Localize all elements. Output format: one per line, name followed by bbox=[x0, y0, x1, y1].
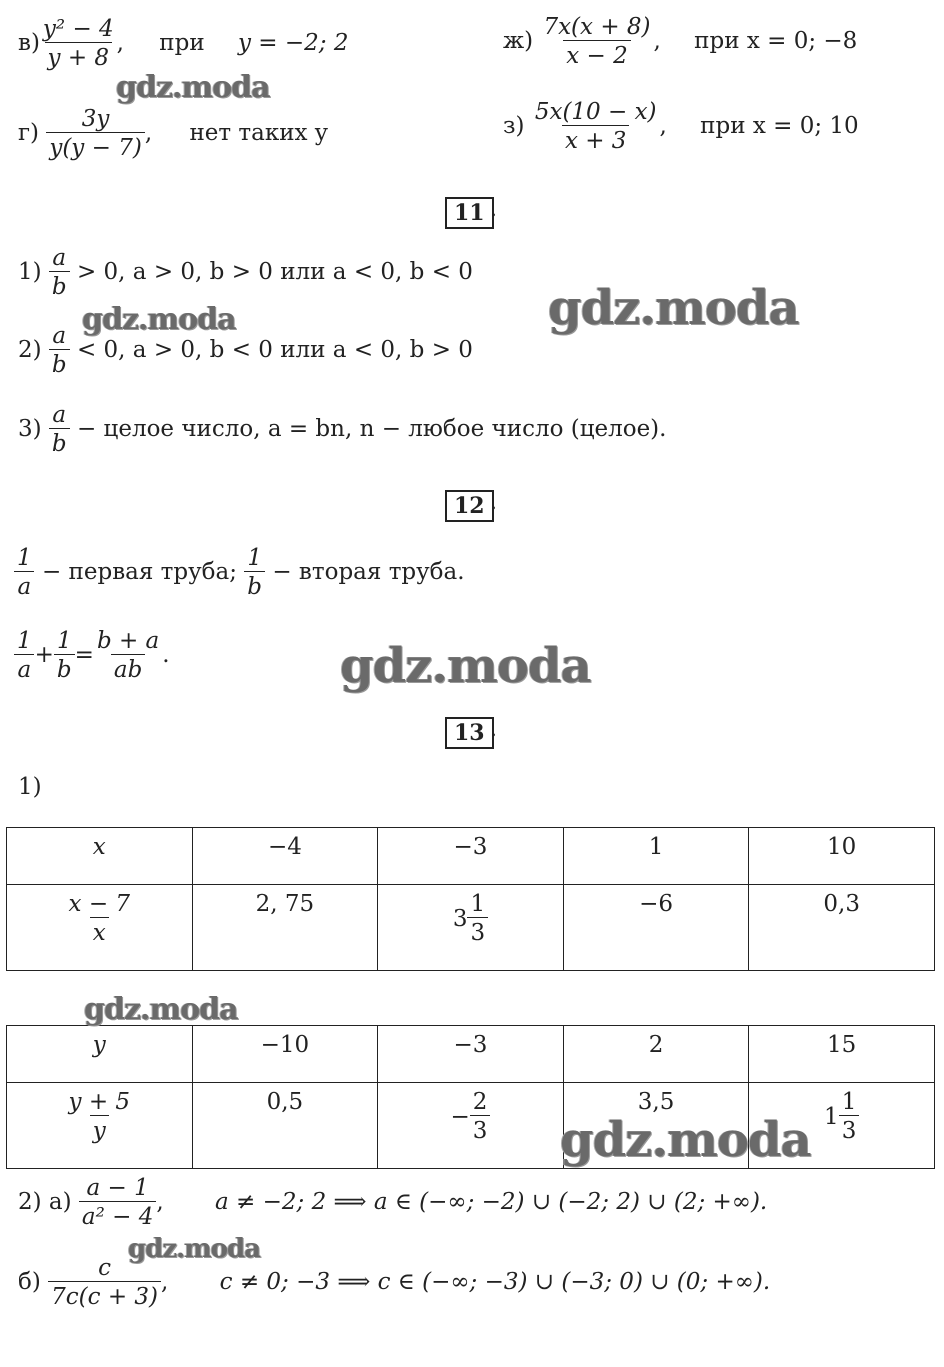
table-cell: 0,5 bbox=[192, 1083, 378, 1169]
fraction: $\frac{1}{a}$ bbox=[14, 545, 35, 601]
item-g: г) $\frac{3y}{y(y - 7)}$ , нет таких y bbox=[18, 106, 328, 162]
mixed-number: 1 $\frac{1}{3}$ bbox=[824, 1089, 859, 1145]
fraction: $\frac{a}{b}$ bbox=[49, 402, 70, 458]
condition: − целое число, a = bn, n − любое число (целое). bbox=[76, 415, 667, 442]
pipe-2-text: − вторая труба. bbox=[272, 558, 465, 585]
item-zh: ж) $\frac{7x(x + 8)}{x - 2}$ , при x = 0; −8 bbox=[503, 14, 858, 70]
table-cell: −10 bbox=[192, 1026, 378, 1083]
fraction: $\frac{2}{3}$ bbox=[470, 1089, 491, 1145]
fraction: $\frac{\text{y² − 4}}{y + 8}$ bbox=[42, 16, 114, 72]
fraction: $\frac{x - 7}{x}$ bbox=[68, 891, 131, 947]
table-cell bbox=[7, 885, 193, 971]
table-cell: −3 bbox=[378, 828, 564, 885]
table-cell: 0,3 bbox=[749, 885, 935, 971]
s11-line-1 bbox=[18, 245, 473, 301]
table-cell: x bbox=[7, 828, 193, 885]
watermark: gdz.moda bbox=[128, 1234, 261, 1264]
watermark: gdz.moda bbox=[548, 280, 799, 336]
s13-label-1: 1) bbox=[18, 774, 42, 800]
fraction: $\frac{1}{a}$ bbox=[14, 628, 35, 684]
s13-part-2b: б) $\frac{c}{7c(c + 3)}$ , c ≠ 0; −3 ⟹ c ∈ (−∞; −3) ∪ (−3; 0) ∪ (0; +∞). bbox=[18, 1255, 771, 1311]
mixed-number: 3 $\frac{1}{3}$ bbox=[453, 891, 488, 947]
watermark: gdz.moda bbox=[340, 638, 591, 694]
fraction: $\frac{1}{3}$ bbox=[839, 1089, 860, 1145]
item-label: 1) bbox=[18, 258, 42, 285]
s11-line-3 bbox=[18, 402, 666, 458]
fraction: $\frac{a - 1}{\text{a² − 4}}$ bbox=[79, 1175, 156, 1231]
item-v: в) $\frac{\text{y² − 4}}{y + 8}$ , при y = −2; 2 bbox=[18, 16, 349, 72]
item-label: б) bbox=[18, 1268, 41, 1295]
item-label: з) bbox=[503, 112, 525, 139]
fraction: $\frac{3y}{y(y - 7)}$ bbox=[46, 106, 144, 162]
table-cell: y bbox=[7, 1026, 193, 1083]
condition: при x = 0; 10 bbox=[700, 112, 859, 139]
item-label: в) bbox=[18, 29, 40, 56]
condition: при x = 0; −8 bbox=[694, 27, 858, 54]
section-dot: . bbox=[490, 717, 497, 742]
table-cell: −6 bbox=[563, 885, 749, 971]
table-cell: −4 bbox=[192, 828, 378, 885]
condition: y = −2; 2 bbox=[238, 29, 349, 56]
signed-fraction: − $\frac{2}{3}$ bbox=[451, 1089, 491, 1145]
section-dot: . bbox=[490, 490, 497, 515]
condition: < 0, a > 0, b < 0 или a < 0, b > 0 bbox=[76, 336, 473, 363]
item-label: 3) bbox=[18, 415, 42, 442]
fraction: $\frac{7x(x + 8)}{x - 2}$ bbox=[543, 14, 651, 70]
fraction: $\frac{a}{b}$ bbox=[49, 245, 70, 301]
watermark: gdz.moda bbox=[82, 302, 236, 337]
table-cell: 3,5 bbox=[563, 1083, 749, 1169]
section-dot: . bbox=[490, 197, 497, 222]
table-cell bbox=[378, 1083, 564, 1169]
section-number-12: 12 bbox=[445, 490, 494, 522]
fraction: $\frac{5x(10 - x)}{x + 3}$ bbox=[534, 99, 657, 155]
section-number-13: 13 bbox=[445, 717, 494, 749]
fraction: $\frac{1}{b}$ bbox=[244, 545, 265, 601]
s13-part-2a: 2) а) $\frac{a - 1}{\text{a² − 4}}$ , a ≠ −2; 2 ⟹ a ∈ (−∞; −2) ∪ (−2; 2) ∪ (2; +∞). bbox=[18, 1175, 768, 1231]
table-row bbox=[7, 885, 935, 971]
values-table-x bbox=[6, 827, 935, 971]
item-label: г) bbox=[18, 119, 40, 146]
section-number-11: 11 bbox=[445, 197, 494, 229]
fraction: $\frac{a}{b}$ bbox=[49, 323, 70, 379]
fraction: $\frac{c}{7c(c + 3)}$ bbox=[48, 1255, 161, 1311]
text-none: нет таких y bbox=[189, 119, 328, 146]
watermark: gdz.moda bbox=[84, 992, 238, 1027]
pipe-1-text: − первая труба; bbox=[41, 558, 237, 585]
item-label: ж) bbox=[503, 27, 534, 54]
table-cell: 1 bbox=[563, 828, 749, 885]
table-cell: 2 bbox=[563, 1026, 749, 1083]
watermark: gdz.moda bbox=[560, 1112, 811, 1168]
table-cell: 2, 75 bbox=[192, 885, 378, 971]
table-cell: 15 bbox=[749, 1026, 935, 1083]
domain-expression: a ≠ −2; 2 ⟹ a ∈ (−∞; −2) ∪ (−2; 2) ∪ (2; +∞). bbox=[215, 1188, 768, 1215]
item-z: з) $\frac{5x(10 - x)}{x + 3}$ , при x = 0; 10 bbox=[503, 99, 859, 155]
condition: > 0, a > 0, b > 0 или a < 0, b < 0 bbox=[76, 258, 473, 285]
domain-expression: c ≠ 0; −3 ⟹ c ∈ (−∞; −3) ∪ (−3; 0) ∪ (0; +∞). bbox=[219, 1268, 771, 1295]
table-row bbox=[7, 828, 935, 885]
table-cell: −3 bbox=[378, 1026, 564, 1083]
item-label: 2) а) bbox=[18, 1188, 72, 1215]
table-cell bbox=[378, 885, 564, 971]
s12-line-2: $\frac{1}{a}$ + $\frac{1}{b}$ = $\frac{b + a}{ab}$ . bbox=[14, 628, 170, 684]
watermark: gdz.moda bbox=[116, 70, 270, 105]
s12-line-1 bbox=[14, 545, 465, 601]
text-pri: при bbox=[159, 29, 205, 56]
fraction: $\frac{y + 5}{y}$ bbox=[68, 1089, 131, 1145]
fraction: $\frac{1}{3}$ bbox=[467, 891, 488, 947]
item-label: 2) bbox=[18, 336, 42, 363]
table-cell bbox=[7, 1083, 193, 1169]
table-cell: 10 bbox=[749, 828, 935, 885]
fraction: $\frac{1}{b}$ bbox=[54, 628, 75, 684]
table-row bbox=[7, 1026, 935, 1083]
fraction: $\frac{b + a}{ab}$ bbox=[96, 628, 160, 684]
